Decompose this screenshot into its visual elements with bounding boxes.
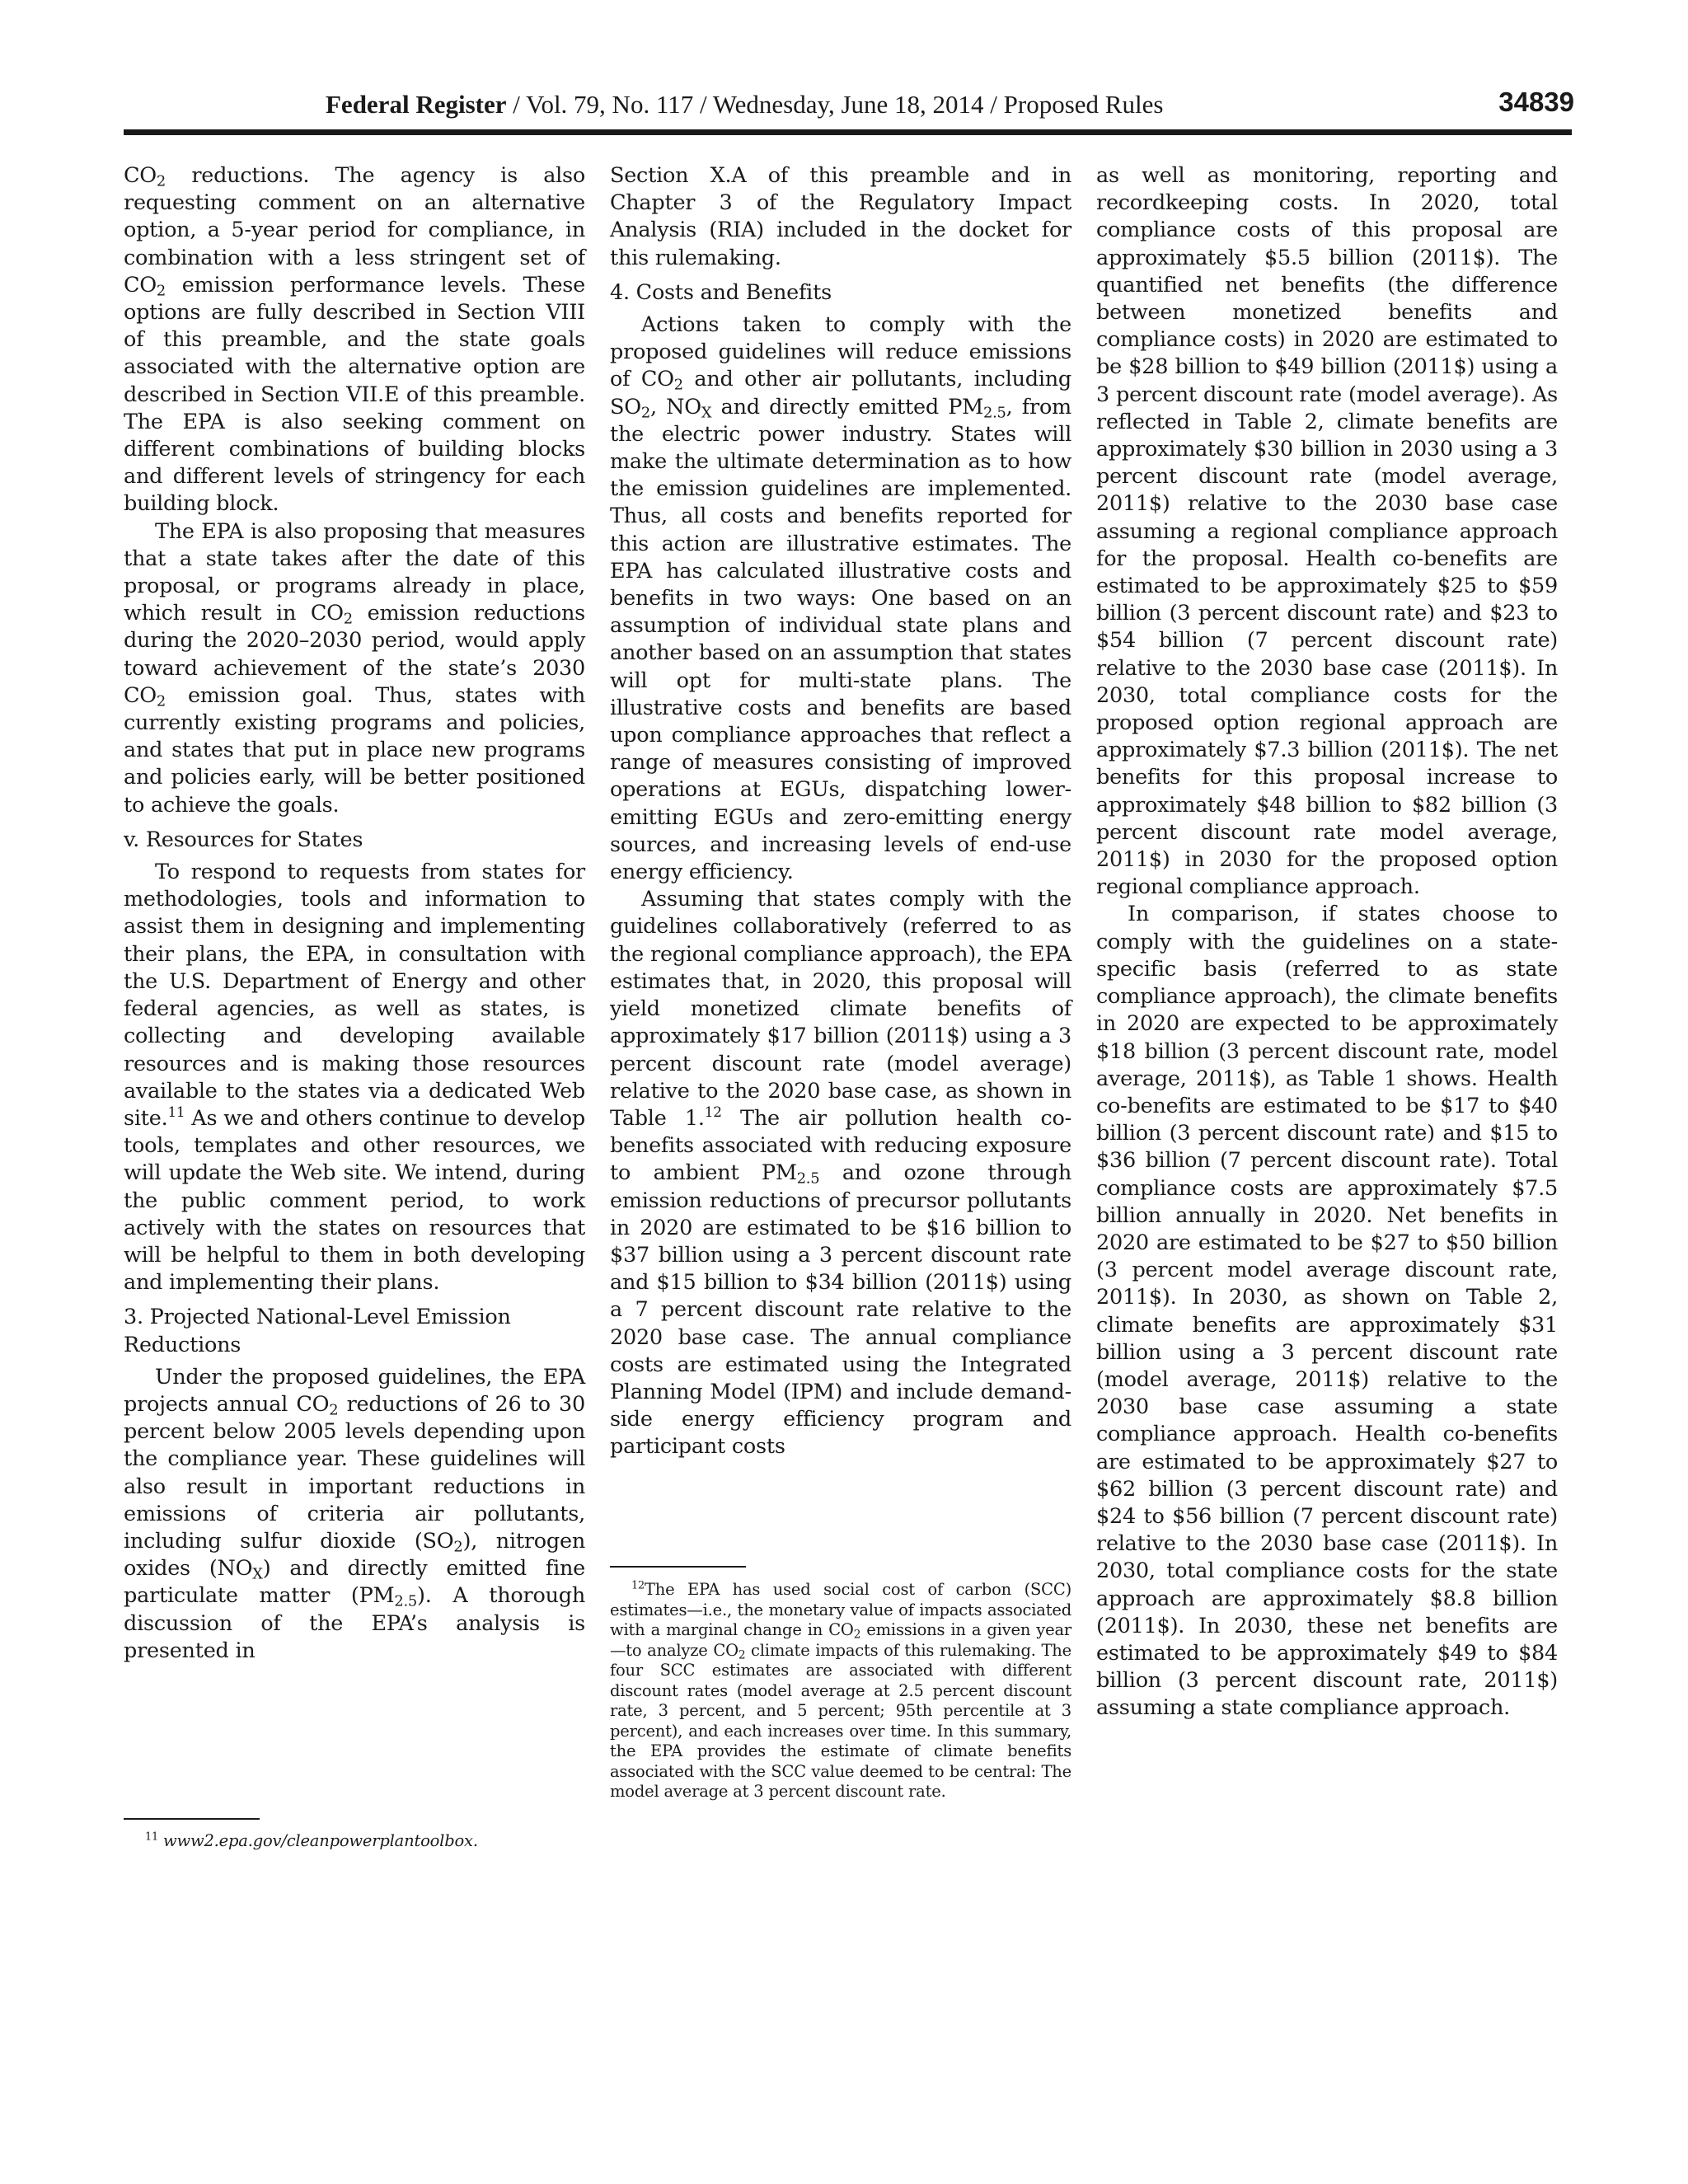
running-header xyxy=(124,83,1574,124)
header-rule xyxy=(124,129,1572,135)
header-section: Proposed Rules xyxy=(1003,90,1164,119)
header-citation: Federal Register / Vol. 79, No. 117 / Wednesday, June 18, 2014 / Proposed Rules xyxy=(326,90,1164,119)
c2-paragraph-1: Section X.A of this preamble and in Chapter 3 of the Regulatory Impact Analysis (RIA) included in the docket for this rulemaking. xyxy=(610,163,1071,270)
column-3 xyxy=(1096,162,1558,1722)
c3-paragraph-1: as well as monitoring, reporting and recordkeeping costs. In 2020, total compliance costs of this proposal are approximately $5.5 billion (2011$). The quantified net benefits (the difference between monetized benefits and compliance costs) in 2020 are estimated to be $28 billion to $49 billion (2011$) using a 3 percent discount rate (model average). As reflected in Table 2, climate benefits are approximately $30 billion in 2030 using a 3 percent discount rate (model average, 2011$) relative to the 2030 base case assuming a regional compliance approach for the proposal. Health co-benefits are estimated to be approximately $25 to $59 billion (3 percent discount rate) and $23 to $54 billion (7 percent discount rate) relative to the 2030 base case (2011$). In 2030, total compliance costs for the proposed option regional approach are approximately $7.3 billion (2011$). The net benefits for this proposal increase to approximately $48 billion to $82 billion (3 percent discount rate model average, 2011$) in 2030 for the proposed option regional compliance approach. xyxy=(1096,163,1558,900)
c1-paragraph-4: Under the proposed guidelines, the EPA projects annual $CO_2$ reductions of 26 to 30 percent below 2005 levels depending upon the compliance year. These guidelines will also result in important reductions in emissions of criteria air pollutants, including sulfur dioxide $(SO_2)$, nitrogen oxides $(NO_X)$ and directly emitted fine particulate matter $(PM_{2.5})$. A thorough discussion of the EPA’s analysis is presented in xyxy=(124,1364,586,1663)
footnote-rule-2 xyxy=(610,1566,746,1568)
c1-paragraph-3: To respond to requests from states for methodologies, tools and information to assist them in designing and implementing their plans, the EPA, in consultation with the U.S. Department of Energy and other federal agencies, as well as states, is collecting and developing available resources and is making those resources available to the states via a dedicated Web site.$^{11}$ As we and others continue to develop tools, templates and other resources, we will update the Web site. We intend, during the public comment period, to work actively with the states on resources that will be helpful to them in both developing and implementing their plans. xyxy=(124,860,585,1296)
header-publication: Federal Register xyxy=(326,90,507,119)
footnote-ref-11: 11 xyxy=(167,1103,185,1120)
c2-paragraph-2: Actions taken to comply with the proposed guidelines will reduce emissions of $CO_2$ and other air pollutants, including $SO_2$, $NO_X$ and directly emitted $PM_{2.5}$, from the electric power industry. States will make the ultimate determination as to how the emission guidelines are implemented. Thus, all costs and benefits reported for this action are illustrative estimates. The EPA has calculated illustrative costs and benefits in two ways: One based on an assumption of individual state plans and another based on an assumption that states will opt for multi-state plans. The illustrative costs and benefits are based upon compliance approaches that reflect a range of measures consisting of improved operations at EGUs, dispatching lower-emitting EGUs and zero-emitting energy sources, and increasing levels of end-use energy efficiency. xyxy=(610,312,1071,885)
header-date: Wednesday, June 18, 2014 xyxy=(712,90,984,119)
footnote-ref-12: 12 xyxy=(704,1103,722,1120)
c1-paragraph-2: The EPA is also proposing that measures that a state takes after the date of this proposal, or programs already in place, which result in $CO_2$ emission reductions during the 2020–2030 period, would apply toward achievement of the state’s 2030 $CO_2$ emission goal. Thus, states with currently existing programs and policies, and states that put in place new programs and policies early, will be better positioned to achieve the goals. xyxy=(124,518,585,818)
c3-paragraph-2: In comparison, if states choose to comply with the guidelines on a state-specific basis (referred to as state compliance approach), the climate benefits in 2020 are expected to be approximately $18 billion (3 percent discount rate, model average, 2011$), as Table 1 shows. Health co-benefits are estimated to be $17 to $40 billion (3 percent discount rate) and $15 to $36 billion (7 percent discount rate). Total compliance costs are approximately $7.5 billion annually in 2020. Net benefits in 2020 are estimated to be $27 to $50 billion (3 percent model average discount rate, 2011$). In 2030, as shown on Table 2, climate benefits are approximately $31 billion using a 3 percent discount rate (model average, 2011$) relative to the 2030 base case assuming a state compliance approach. Health co-benefits are estimated to be approximately $27 to $62 billion (3 percent discount rate) and $24 to $56 billion (7 percent discount rate) relative to the 2030 base case (2011$). In 2030, total compliance costs for the state approach are approximately $8.8 billion (2011$). In 2030, these net benefits are estimated to be approximately $49 to $84 billion (3 percent discount rate, 2011$) assuming a state compliance approach. xyxy=(1096,902,1558,1721)
footnote-12: $^{12}$The EPA has used social cost of carbon (SCC) estimates—i.e., the monetary value of impacts associated with a marginal change in $CO_2$ emissions in a given year—to analyze $CO_2$ climate impacts of this rulemaking. The four SCC estimates are associated with different discount rates (model average at 2.5 percent discount rate, 3 percent, and 5 percent; 95th percentile at 3 percent), and each increases over time. In this summary, the EPA provides the estimate of climate benefits associated with the SCC value deemed to be central: The model average at 3 percent discount rate. xyxy=(610,1579,1071,1801)
c1-paragraph-1: $CO_2$ reductions. The agency is also requesting comment on an alternative option, a 5-year period for compliance, in combination with a less stringent set of $CO_2$ emission performance levels. These options are fully described in Section VIII of this preamble, and the state goals associated with the alternative option are described in Section VII.E of this preamble. The EPA is also seeking comment on different combinations of building blocks and different levels of stringency for each building block. xyxy=(124,163,585,517)
section-heading-4: 4. Costs and Benefits xyxy=(610,279,832,305)
c2-paragraph-3: Assuming that states comply with the guidelines collaboratively (referred to as the regional compliance approach), the EPA estimates that, in 2020, this proposal will yield monetized climate benefits of approximately $17 billion (2011$) using a 3 percent discount rate (model average) relative to the 2020 base case, as shown in Table 1.12 The air pollution health co-benefits associated with reducing exposure to ambient $PM_{2.5}$ and ozone through emission reductions of precursor pollutants in 2020 are estimated to be $16 billion to $37 billion using a 3 percent discount rate and $15 billion to $34 billion (2011$) using a 7 percent discount rate relative to the 2020 base case. The annual compliance costs are estimated using the Integrated Planning Model (IPM) and include demand-side energy efficiency program and participant costs xyxy=(610,887,1072,1460)
footnote-11: $^{11}$ www2.epa.gov/cleanpowerplantoolbox. xyxy=(145,1830,478,1850)
header-volume: Vol. 79, No. 117 xyxy=(526,90,694,119)
column-1 xyxy=(124,162,585,1665)
section-heading-v: v. Resources for States xyxy=(124,827,363,852)
footnote-rule-1 xyxy=(124,1818,260,1820)
section-heading-3: 3. Projected National-Level Emission Reductions xyxy=(124,1305,511,1357)
footnote-11-url: www2.epa.gov/cleanpowerplantoolbox. xyxy=(162,1831,478,1850)
page-number: 34839 xyxy=(1498,87,1574,117)
column-2 xyxy=(610,162,1071,1461)
